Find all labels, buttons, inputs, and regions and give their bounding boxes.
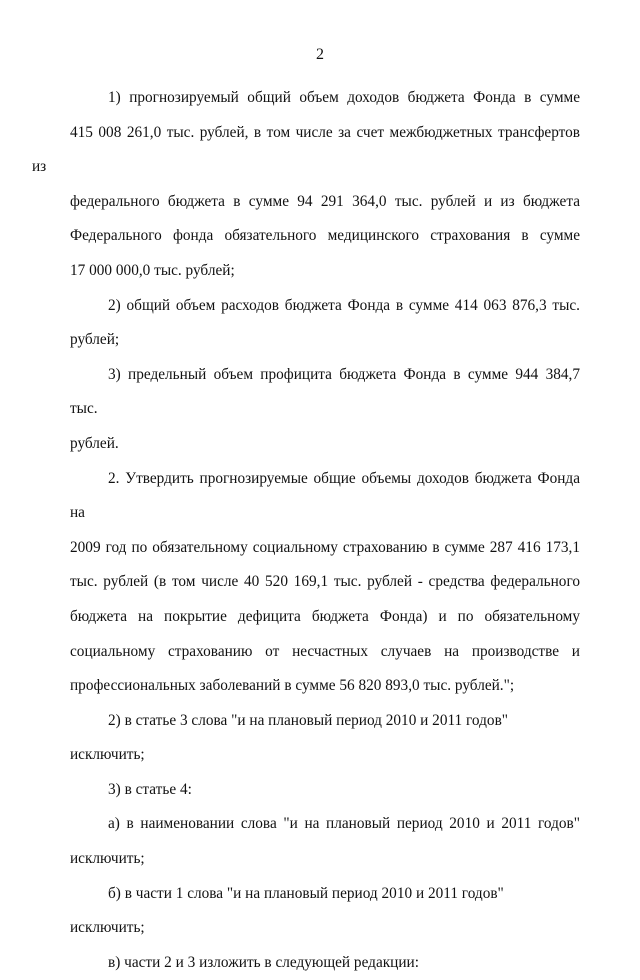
text-line: 2) общий объем расходов бюджета Фонда в сумме 414 063 876,3 тыс. xyxy=(108,296,580,314)
text-line: 2009 год по обязательному социальному страхованию в сумме 287 416 173,1 xyxy=(70,538,580,556)
text-line: рублей. xyxy=(70,434,119,452)
paragraph-item-a xyxy=(70,807,580,876)
text-line: 2. Утвердить прогнозируемые общие объемы доходов бюджета Фонда на xyxy=(70,469,580,522)
text-line: а) в наименовании слова "и на плановый период 2010 и 2011 годов" xyxy=(108,815,580,833)
paragraph-article-3 xyxy=(70,704,580,773)
text-line: федерального бюджета в сумме 94 291 364,0 тыс. рублей и из бюджета xyxy=(70,192,580,210)
text-line: рублей; xyxy=(70,331,120,349)
paragraph-approve-revenues xyxy=(70,462,580,704)
text-line: Федерального фонда обязательного медицинского страхования в сумме xyxy=(70,227,580,245)
paragraph-revenue xyxy=(32,81,580,289)
page-number: 2 xyxy=(316,46,324,63)
paragraph-expenses xyxy=(70,289,580,358)
document-body xyxy=(32,81,580,980)
paragraph-article-4 xyxy=(70,773,580,808)
text-line: 415 008 261,0 тыс. рублей, в том числе за счет межбюджетных трансфертов из xyxy=(32,123,580,176)
text-line: 17 000 000,0 тыс. рублей; xyxy=(70,261,235,279)
text-line: тыс. рублей (в том числе 40 520 169,1 тыс. рублей - средства федерального xyxy=(70,573,580,591)
text-line: 3) в статье 4: xyxy=(108,780,192,798)
text-line: в) части 2 и 3 изложить в следующей редакции: xyxy=(108,953,419,971)
text-line: 1) прогнозируемый общий объем доходов бюджета Фонда в сумме xyxy=(108,89,580,106)
text-line: профессиональных заболеваний в сумме 56 820 893,0 тыс. рублей."; xyxy=(70,677,515,695)
text-line: исключить; xyxy=(70,850,145,868)
text-line: социальному страхованию от несчастных случаев на производстве и xyxy=(70,642,580,660)
text-line: б) в части 1 слова "и на плановый период 2010 и 2011 годов" исключить; xyxy=(70,884,504,937)
paragraph-item-b xyxy=(70,877,580,946)
text-line: бюджета на покрытие дефицита бюджета Фонда) и по обязательному xyxy=(70,607,580,625)
paragraph-surplus xyxy=(70,358,580,462)
text-line: 2) в статье 3 слова "и на плановый период 2010 и 2011 годов" исключить; xyxy=(70,711,509,764)
paragraph-item-v xyxy=(70,946,580,980)
text-line: 3) предельный объем профицита бюджета Фонда в сумме 944 384,7 тыс. xyxy=(70,365,580,418)
